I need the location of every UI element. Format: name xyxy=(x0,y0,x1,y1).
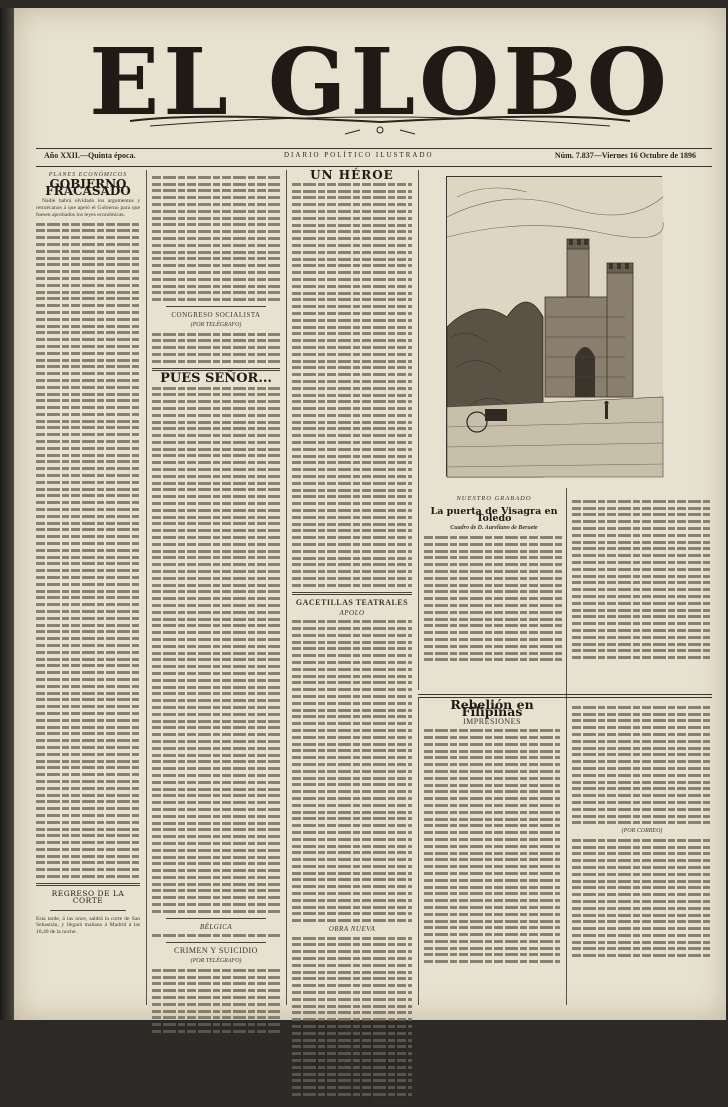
congreso-sub: (POR TELÉGRAFO) xyxy=(190,321,242,328)
body-text xyxy=(572,500,712,659)
year-info: Año XXII.—Quinta época. xyxy=(44,151,136,160)
binding-spine xyxy=(0,8,14,1020)
impresiones-headline: IMPRESIONES xyxy=(463,716,521,726)
bottom-headline: REGRESO DE LA CORTE xyxy=(51,889,125,905)
column-divider xyxy=(286,170,287,1005)
bottom-text: Esta tarde, á las once, saldrá la corte de San Sebastián, y llegará mañana á Madrid á las 10,40 de la noche. xyxy=(36,915,140,936)
section-rule xyxy=(50,910,126,911)
body-text xyxy=(152,969,280,1033)
body-text xyxy=(152,176,280,301)
grabado-title: La puerta de Visagra en Toledo xyxy=(430,505,558,524)
column-3 xyxy=(292,168,412,1106)
section-rule xyxy=(36,883,140,886)
newspaper-page xyxy=(14,8,726,1106)
section-rule xyxy=(292,592,412,595)
section-rule xyxy=(166,942,266,943)
headline: GOBIERNO FRACASADO xyxy=(45,176,131,198)
body-text xyxy=(572,839,712,958)
grabado-kicker: NUESTRO GRABADO xyxy=(456,495,532,502)
un-heroe-headline: UN HÉROE xyxy=(310,168,394,182)
masthead-title: EL GLOBO xyxy=(89,28,671,136)
grabado-continued xyxy=(572,496,712,696)
column-divider xyxy=(566,488,567,1005)
body-text xyxy=(292,937,412,1096)
masthead-logo xyxy=(89,26,671,136)
body-text xyxy=(292,183,412,587)
por-correo-label: (POR CORREO) xyxy=(621,828,663,835)
body-text xyxy=(152,333,280,363)
rule-bottom xyxy=(36,166,712,167)
lead-paragraph: Nadie habrá olvidado los argumentos y retruécanos á que apeló el Gobierno para que fuesen aprobados los leyes económicas. xyxy=(36,198,140,218)
crimen-headline: CRIMEN Y SUICIDIO xyxy=(174,946,258,956)
issue-info: Núm. 7.837—Viernes 16 Octubre de 1896 xyxy=(554,151,696,160)
masthead-subtitle: DIARIO POLÍTICO ILUSTRADO xyxy=(284,151,434,159)
pues-senor-headline: PUES SEÑOR... xyxy=(160,370,272,386)
belgica-headline: BÉLGICA xyxy=(199,922,233,931)
crimen-sub: (POR TELÉGRAFO) xyxy=(190,958,242,965)
gacetillas-headline: GACETILLAS TEATRALES xyxy=(295,597,409,607)
signature: JUAN FALCINO. xyxy=(371,1099,412,1106)
column-1 xyxy=(36,172,140,1012)
body-text xyxy=(424,536,564,661)
apolo-headline: APOLO xyxy=(339,608,365,617)
dateline xyxy=(44,151,704,165)
section-rule xyxy=(418,694,712,695)
body-text xyxy=(36,223,140,879)
column-divider xyxy=(418,698,419,1005)
body-text xyxy=(152,387,280,913)
body-text xyxy=(572,706,712,825)
body-text xyxy=(152,934,280,937)
section-rule xyxy=(166,918,266,919)
obra-nueva-headline: OBRA NUEVA xyxy=(328,925,376,934)
body-text xyxy=(292,620,412,922)
column-divider xyxy=(146,170,147,1005)
kicker: PLANES ECONÓMICOS xyxy=(48,172,128,178)
congreso-headline: CONGRESO SOCIALISTA xyxy=(171,311,261,320)
rebelion-headline: Rebelión en Filipinas xyxy=(450,697,534,719)
grabado-subtitle: Cuadro de D. Aureliano de Beruete xyxy=(450,525,538,532)
rule-top xyxy=(36,148,712,149)
column-2 xyxy=(152,172,280,1012)
grabado-section xyxy=(424,496,564,696)
rebelion-continued xyxy=(572,702,712,1002)
column-divider xyxy=(418,170,419,690)
section-rule xyxy=(166,306,266,307)
engraving-illustration xyxy=(446,176,662,476)
rebelion-section xyxy=(424,697,560,1002)
body-text xyxy=(424,729,560,963)
